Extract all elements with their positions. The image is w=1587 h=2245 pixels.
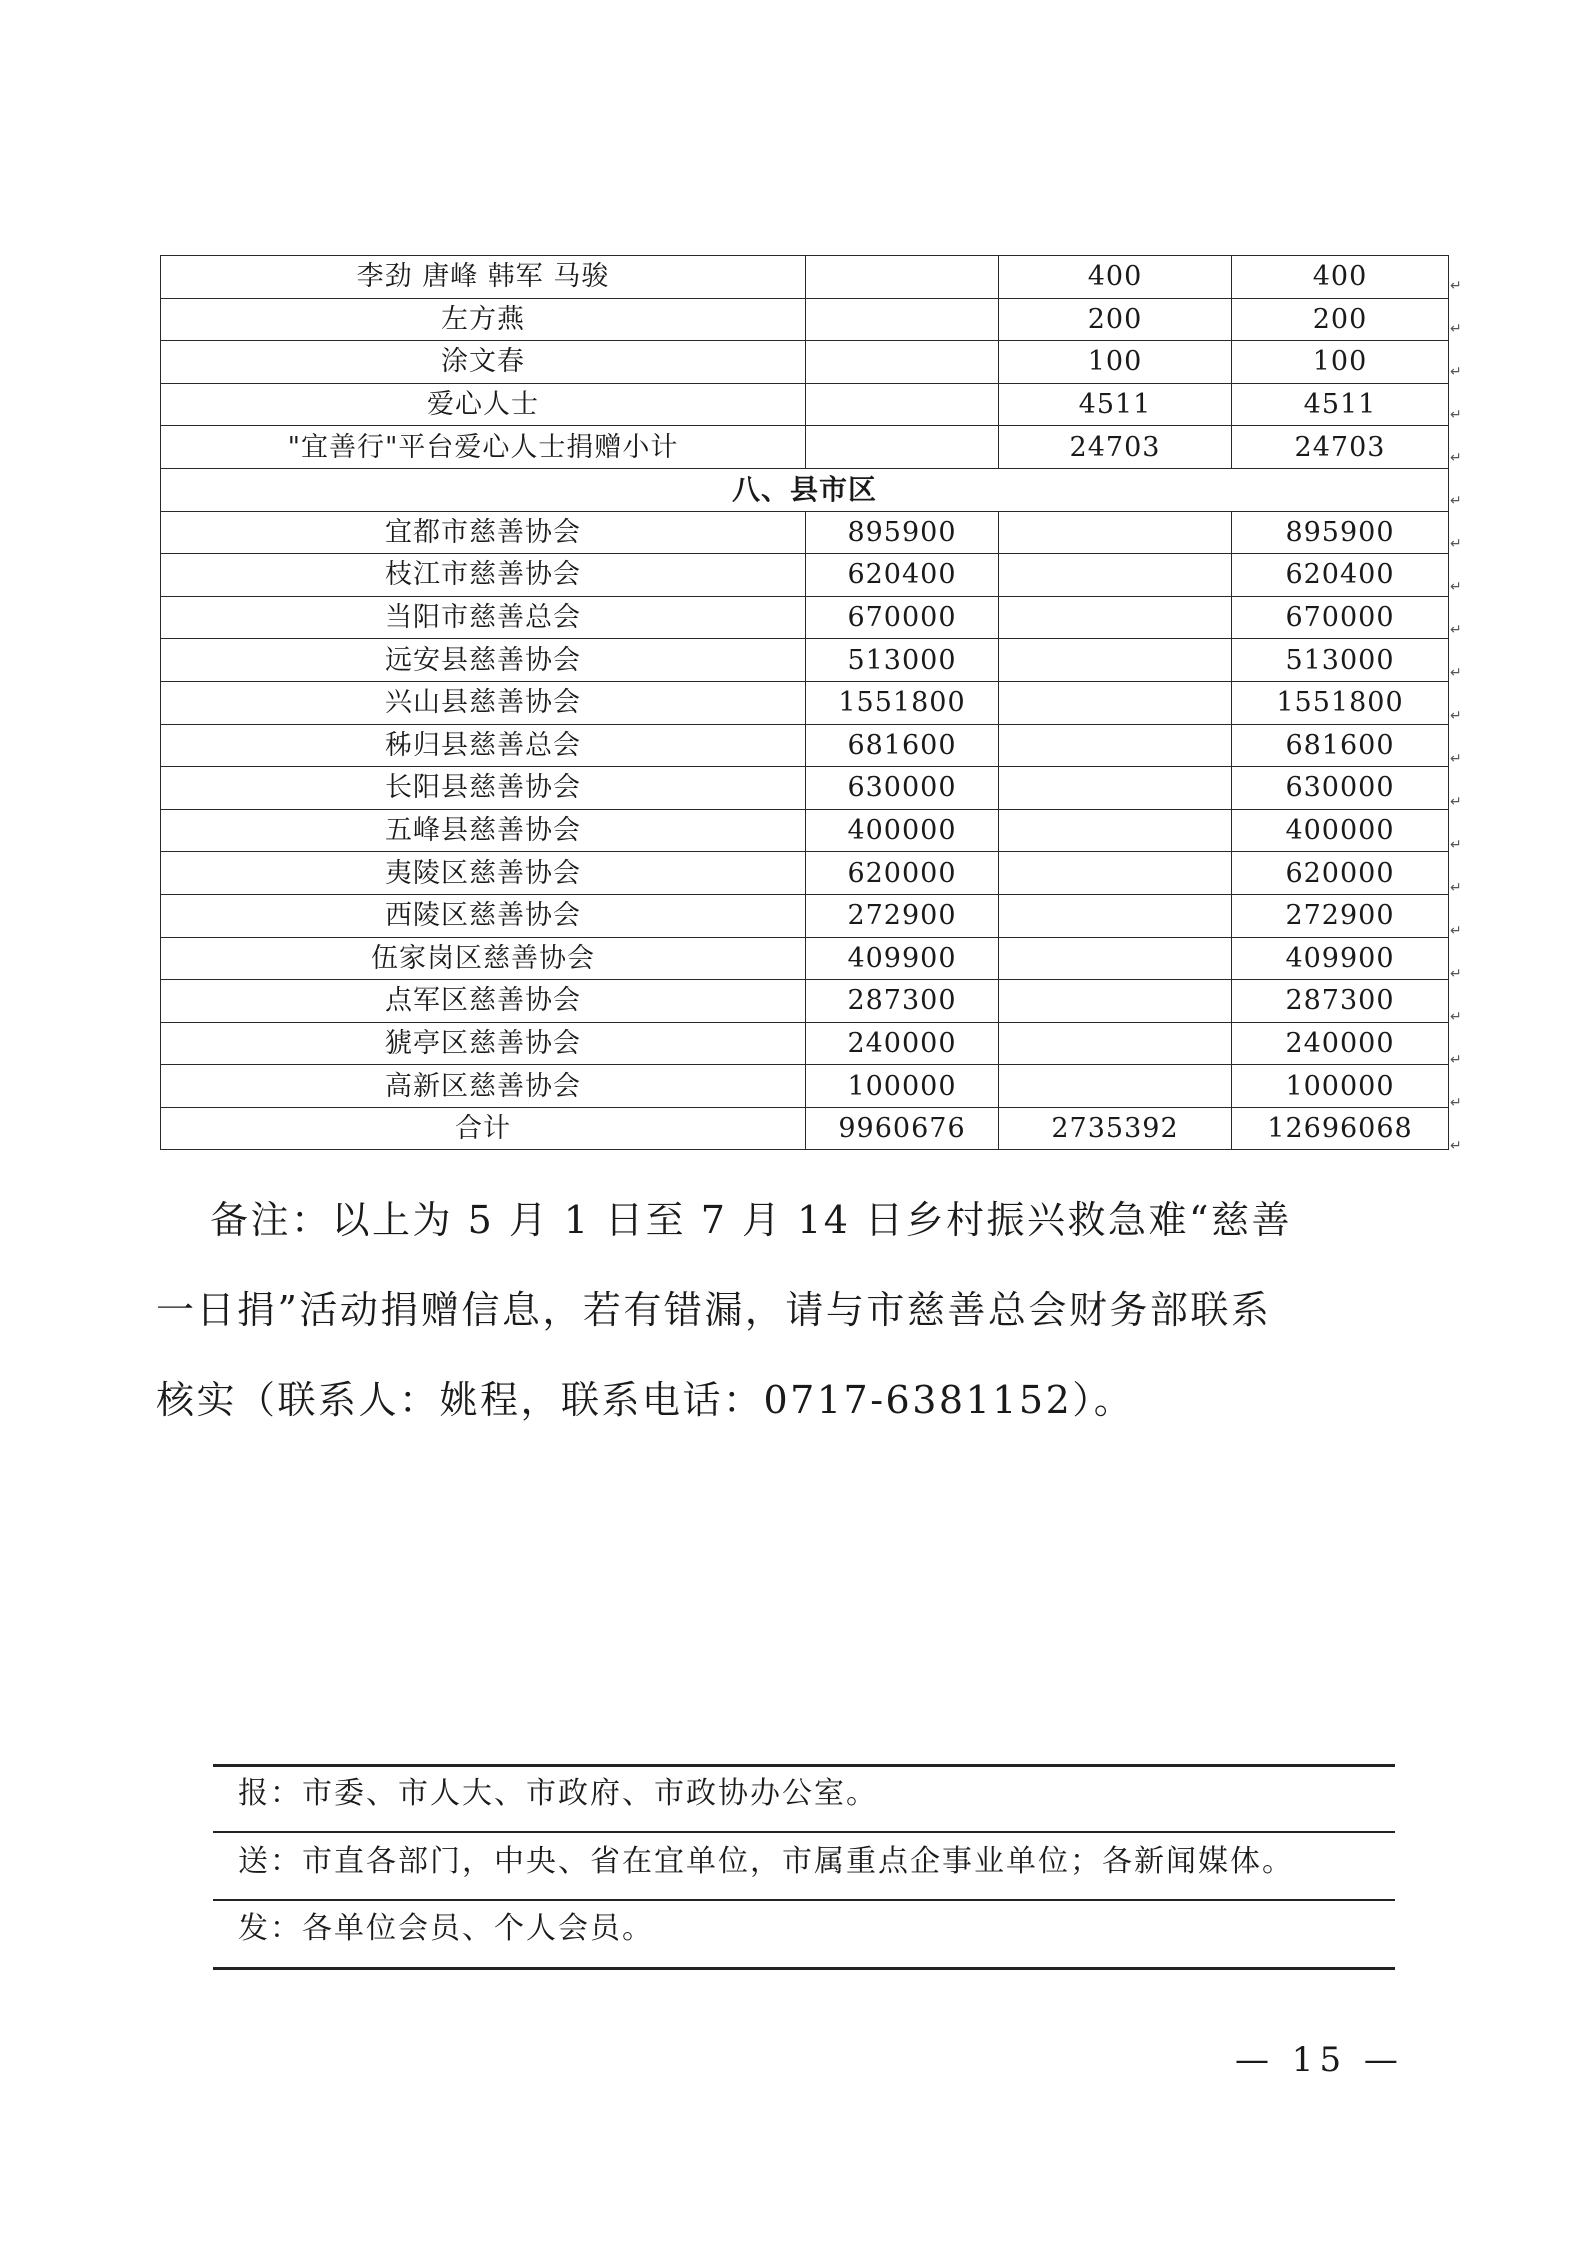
amount-cell: 1551800 (806, 681, 999, 724)
section-heading: 八、县市区 (161, 468, 1449, 511)
page-number: — 15 — (1235, 2040, 1404, 2080)
row-total-cell: 100000 (1232, 1065, 1449, 1108)
table-row (161, 639, 1449, 682)
row-total-cell: 287300 (1232, 980, 1449, 1023)
amount-cell (999, 809, 1232, 852)
row-end-mark-icon: ↵ (1450, 836, 1462, 853)
table-row (161, 980, 1449, 1023)
amount-cell (806, 341, 999, 384)
row-total-cell: 200 (1232, 298, 1449, 341)
amount-cell: 400000 (806, 809, 999, 852)
donor-name-cell: 枝江市慈善协会 (161, 554, 806, 597)
row-end-mark-icon: ↵ (1450, 449, 1462, 466)
amount-cell (999, 681, 1232, 724)
distribution-send: 送：市直各部门，中央、省在宜单位，市属重点企事业单位；各新闻媒体。 (238, 1844, 1294, 1879)
row-total-cell: 895900 (1232, 511, 1449, 554)
donor-name-cell: 远安县慈善协会 (161, 639, 806, 682)
amount-cell: 513000 (806, 639, 999, 682)
table-row (161, 298, 1449, 341)
amount-cell: 24703 (999, 426, 1232, 469)
row-end-mark-icon: ↵ (1450, 750, 1462, 767)
row-total-cell: 400000 (1232, 809, 1449, 852)
remark-paragraph (156, 1175, 1390, 1445)
amount-cell (999, 767, 1232, 810)
row-total-cell: 513000 (1232, 639, 1449, 682)
table-row (161, 852, 1449, 895)
amount-cell (999, 937, 1232, 980)
donor-name-cell: 点军区慈善协会 (161, 980, 806, 1023)
donor-name-cell: 合计 (161, 1107, 806, 1150)
distribution-report: 报：市委、市人大、市政府、市政协办公室。 (238, 1776, 878, 1811)
donor-name-cell: 秭归县慈善总会 (161, 724, 806, 767)
row-end-mark-icon: ↵ (1450, 277, 1462, 294)
total-row (161, 1107, 1449, 1150)
table-row (161, 554, 1449, 597)
donation-table (160, 255, 1449, 1150)
amount-cell: 9960676 (806, 1107, 999, 1150)
row-total-cell: 1551800 (1232, 681, 1449, 724)
row-end-mark-icon: ↵ (1450, 492, 1462, 509)
amount-cell: 4511 (999, 383, 1232, 426)
distribution-bottom-rule (213, 1967, 1395, 1970)
row-end-mark-icon: ↵ (1450, 965, 1462, 982)
amount-cell: 630000 (806, 767, 999, 810)
amount-cell (999, 511, 1232, 554)
donor-name-cell: 兴山县慈善协会 (161, 681, 806, 724)
donor-name-cell: 爱心人士 (161, 383, 806, 426)
amount-cell (999, 724, 1232, 767)
row-total-cell: 620000 (1232, 852, 1449, 895)
donor-name-cell: 猇亭区慈善协会 (161, 1022, 806, 1065)
amount-cell (999, 554, 1232, 597)
amount-cell: 681600 (806, 724, 999, 767)
donor-name-cell: 伍家岗区慈善协会 (161, 937, 806, 980)
amount-cell: 620400 (806, 554, 999, 597)
donor-name-cell: 宜都市慈善协会 (161, 511, 806, 554)
row-end-mark-icon: ↵ (1450, 578, 1462, 595)
row-total-cell: 400 (1232, 256, 1449, 299)
table-row (161, 511, 1449, 554)
row-total-cell: 240000 (1232, 1022, 1449, 1065)
donor-name-cell: "宜善行"平台爱心人士捐赠小计 (161, 426, 806, 469)
donor-name-cell: 李劲 唐峰 韩军 马骏 (161, 256, 806, 299)
amount-cell: 200 (999, 298, 1232, 341)
row-total-cell: 630000 (1232, 767, 1449, 810)
amount-cell: 100000 (806, 1065, 999, 1108)
row-total-cell: 681600 (1232, 724, 1449, 767)
table-row (161, 341, 1449, 384)
row-end-mark-icon: ↵ (1450, 1008, 1462, 1025)
donor-name-cell: 涂文春 (161, 341, 806, 384)
row-total-cell: 100 (1232, 341, 1449, 384)
remark-line-1: 备注：以上为 5 月 1 日至 7 月 14 日乡村振兴救急难“慈善 (210, 1198, 1292, 1242)
donor-name-cell: 左方燕 (161, 298, 806, 341)
table-row (161, 256, 1449, 299)
amount-cell (806, 383, 999, 426)
row-end-mark-icon: ↵ (1450, 664, 1462, 681)
row-end-mark-icon: ↵ (1450, 707, 1462, 724)
donor-name-cell: 长阳县慈善协会 (161, 767, 806, 810)
amount-cell: 409900 (806, 937, 999, 980)
row-end-mark-icon: ↵ (1450, 535, 1462, 552)
row-end-mark-icon: ↵ (1450, 621, 1462, 638)
table-row (161, 383, 1449, 426)
amount-cell: 895900 (806, 511, 999, 554)
amount-cell (999, 596, 1232, 639)
donor-name-cell: 高新区慈善协会 (161, 1065, 806, 1108)
row-total-cell: 409900 (1232, 937, 1449, 980)
row-end-mark-icon: ↵ (1450, 406, 1462, 423)
table-row (161, 426, 1449, 469)
donor-name-cell: 五峰县慈善协会 (161, 809, 806, 852)
row-end-mark-icon: ↵ (1450, 1137, 1462, 1154)
section-row (161, 468, 1449, 511)
distribution-top-rule (213, 1764, 1395, 1767)
table-row (161, 1022, 1449, 1065)
row-end-mark-icon: ↵ (1450, 1051, 1462, 1068)
amount-cell: 240000 (806, 1022, 999, 1065)
table-row (161, 809, 1449, 852)
amount-cell (999, 894, 1232, 937)
amount-cell (999, 1022, 1232, 1065)
amount-cell (999, 1065, 1232, 1108)
row-total-cell: 24703 (1232, 426, 1449, 469)
remark-line-3: 核实（联系人：姚程，联系电话：0717-6381152）。 (156, 1378, 1135, 1422)
distribution-divider (213, 1831, 1395, 1833)
row-end-mark-icon: ↵ (1450, 793, 1462, 810)
row-total-cell: 620400 (1232, 554, 1449, 597)
row-end-mark-icon: ↵ (1450, 922, 1462, 939)
row-total-cell: 12696068 (1232, 1107, 1449, 1150)
donor-name-cell: 西陵区慈善协会 (161, 894, 806, 937)
table-row (161, 724, 1449, 767)
amount-cell (999, 639, 1232, 682)
amount-cell: 100 (999, 341, 1232, 384)
donor-name-cell: 当阳市慈善总会 (161, 596, 806, 639)
amount-cell (806, 298, 999, 341)
amount-cell (999, 980, 1232, 1023)
table-row (161, 1065, 1449, 1108)
amount-cell: 400 (999, 256, 1232, 299)
amount-cell: 2735392 (999, 1107, 1232, 1150)
amount-cell: 620000 (806, 852, 999, 895)
remark-line-2: 一日捐”活动捐赠信息，若有错漏，请与市慈善总会财务部联系 (156, 1288, 1272, 1332)
row-end-mark-icon: ↵ (1450, 363, 1462, 380)
row-end-mark-icon: ↵ (1450, 1094, 1462, 1111)
donor-name-cell: 夷陵区慈善协会 (161, 852, 806, 895)
table-row (161, 596, 1449, 639)
distribution-divider (213, 1899, 1395, 1901)
table-row (161, 937, 1449, 980)
amount-cell: 287300 (806, 980, 999, 1023)
row-total-cell: 670000 (1232, 596, 1449, 639)
row-total-cell: 4511 (1232, 383, 1449, 426)
amount-cell: 272900 (806, 894, 999, 937)
amount-cell (806, 256, 999, 299)
distribution-issue: 发：各单位会员、个人会员。 (238, 1911, 654, 1946)
table-row (161, 681, 1449, 724)
row-end-mark-icon: ↵ (1450, 879, 1462, 896)
amount-cell (999, 852, 1232, 895)
amount-cell: 670000 (806, 596, 999, 639)
row-end-mark-icon: ↵ (1450, 320, 1462, 337)
amount-cell (806, 426, 999, 469)
row-total-cell: 272900 (1232, 894, 1449, 937)
table-row (161, 894, 1449, 937)
table-row (161, 767, 1449, 810)
